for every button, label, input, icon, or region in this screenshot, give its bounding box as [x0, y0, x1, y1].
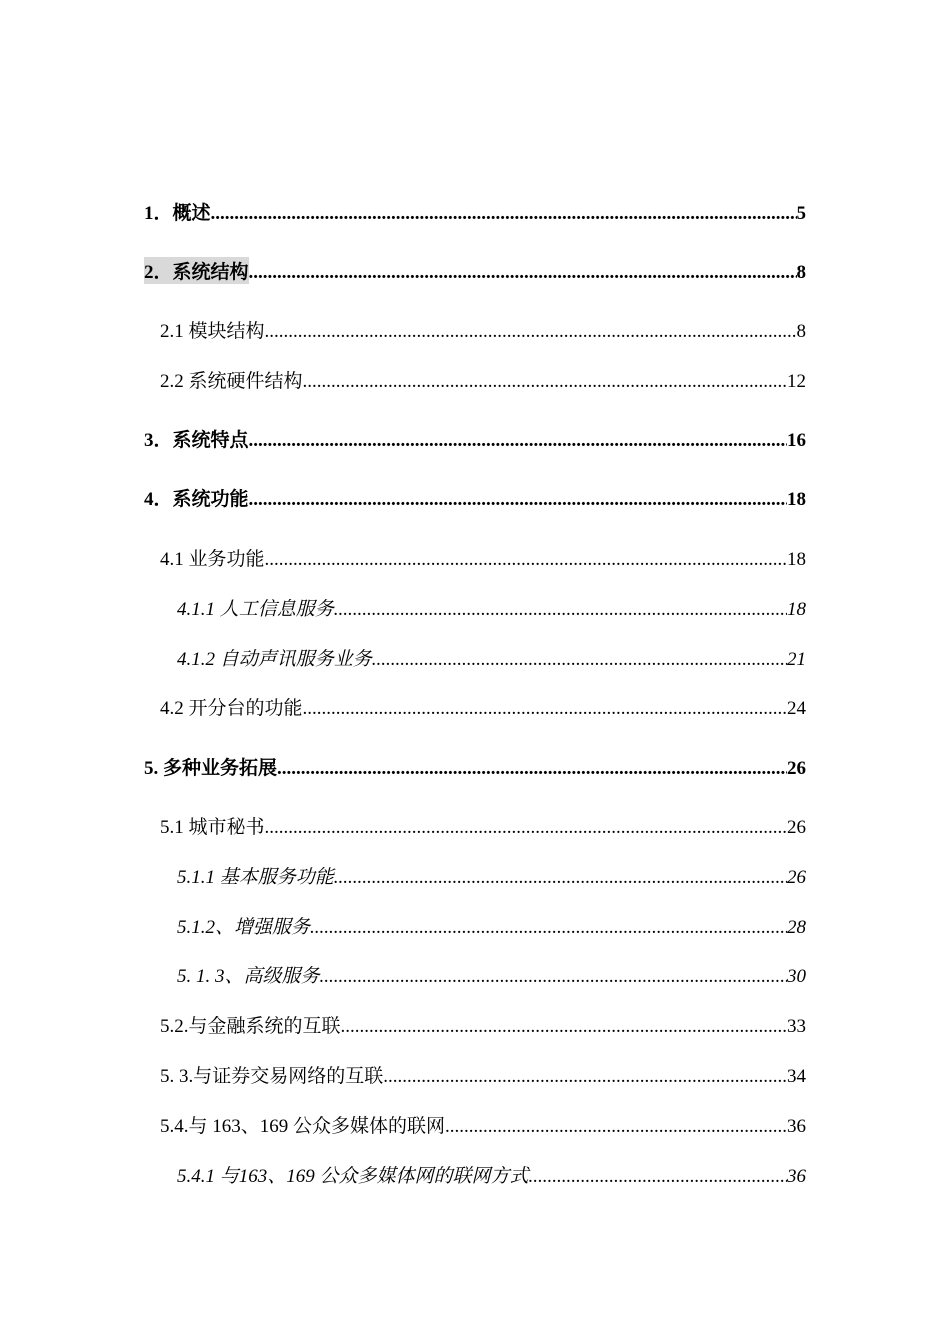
toc-entry[interactable] — [177, 1161, 806, 1188]
toc-entry-label: 5.4.1 与163、169 公众多媒体网的联网方式 — [177, 1166, 529, 1187]
toc-entry-label: 4.2 开分台的功能 — [160, 698, 303, 719]
toc-entry-page: 34 — [787, 1066, 806, 1087]
toc-entry-page: 33 — [787, 1016, 806, 1037]
toc-entry-page: 30 — [787, 966, 806, 987]
toc-entry-label: 2．系统结构 — [144, 257, 249, 284]
toc-entry-label: 4.1.1 人工信息服务 — [177, 599, 334, 620]
toc-entry[interactable] — [144, 198, 806, 225]
toc-entry[interactable] — [160, 812, 806, 839]
toc-entry[interactable] — [160, 1061, 806, 1088]
toc-entry-label: 5.4.与 163、169 公众多媒体的联网 — [160, 1116, 446, 1137]
toc-entry[interactable] — [160, 544, 806, 571]
toc-entry[interactable] — [177, 594, 806, 621]
toc-entry[interactable] — [177, 862, 806, 889]
toc-entry-label: 5.2.与金融系统的互联 — [160, 1016, 341, 1037]
toc-dot-leader — [249, 262, 797, 284]
toc-dot-leader — [383, 1066, 787, 1088]
toc-entry[interactable] — [177, 912, 806, 939]
toc-entry-label: 4．系统功能 — [144, 489, 249, 510]
toc-entry-label: 5.1.2、增强服务 — [177, 917, 311, 938]
toc-dot-leader — [372, 649, 787, 671]
toc-entry-label: 1．概述 — [144, 203, 211, 224]
toc-dot-leader — [265, 549, 787, 571]
toc-entry-page: 8 — [796, 262, 806, 283]
toc-dot-leader — [211, 203, 797, 225]
toc-entry[interactable] — [160, 1011, 806, 1038]
toc-entry-page: 36 — [787, 1166, 806, 1187]
toc-entry[interactable] — [144, 753, 806, 780]
toc-entry-page: 18 — [787, 549, 806, 570]
toc-entry-page: 8 — [796, 321, 806, 342]
toc-entry[interactable] — [144, 425, 806, 452]
toc-dot-leader — [249, 489, 787, 511]
toc-dot-leader — [529, 1166, 787, 1188]
toc-entry-page: 16 — [787, 430, 806, 451]
toc-entry-label: 4.1 业务功能 — [160, 549, 265, 570]
toc-entry-page: 18 — [787, 599, 806, 620]
toc-dot-leader — [341, 1016, 787, 1038]
toc-dot-leader — [310, 917, 787, 939]
toc-entry[interactable] — [144, 257, 806, 284]
toc-entry-label: 2.1 模块结构 — [160, 321, 265, 342]
toc-dot-leader — [334, 599, 787, 621]
toc-dot-leader — [320, 966, 787, 988]
toc-entry-label: 5.1.1 基本服务功能 — [177, 867, 334, 888]
toc-entry-page: 18 — [787, 489, 806, 510]
toc-entry[interactable] — [144, 484, 806, 511]
toc-dot-leader — [445, 1116, 787, 1138]
toc-entry-page: 36 — [787, 1116, 806, 1137]
toc-entry-page: 26 — [787, 758, 806, 779]
toc-dot-leader — [265, 321, 797, 343]
toc-entry-page: 5 — [796, 203, 806, 224]
toc-entry[interactable] — [160, 366, 806, 393]
toc-entry-page: 21 — [787, 649, 806, 670]
toc-entry-page: 24 — [787, 698, 806, 719]
toc-entry-label: 3．系统特点 — [144, 430, 249, 451]
toc-entry[interactable] — [177, 961, 806, 988]
toc-entry-label: 5. 3.与证券交易网络的互联 — [160, 1066, 384, 1087]
toc-dot-leader — [303, 698, 787, 720]
toc-entry-label: 5. 1. 3、高级服务 — [177, 966, 320, 987]
toc-entry-page: 26 — [787, 867, 806, 888]
toc-dot-leader — [249, 430, 787, 452]
toc-entry[interactable] — [160, 693, 806, 720]
toc-entry-label: 5. 多种业务拓展 — [144, 758, 278, 779]
toc-entry-label: 5.1 城市秘书 — [160, 817, 265, 838]
toc-entry[interactable] — [160, 1111, 806, 1138]
toc-entry[interactable] — [160, 316, 806, 343]
toc-entry-label: 4.1.2 自动声讯服务业务 — [177, 649, 372, 670]
toc-entry-page: 26 — [787, 817, 806, 838]
toc-entry-page: 12 — [787, 371, 806, 392]
toc-entry-page: 28 — [787, 917, 806, 938]
toc-entry[interactable] — [177, 644, 806, 671]
toc-dot-leader — [265, 817, 787, 839]
toc-dot-leader — [303, 371, 787, 393]
toc-entry-label: 2.2 系统硬件结构 — [160, 371, 303, 392]
toc-dot-leader — [277, 758, 787, 780]
toc-dot-leader — [334, 867, 787, 889]
